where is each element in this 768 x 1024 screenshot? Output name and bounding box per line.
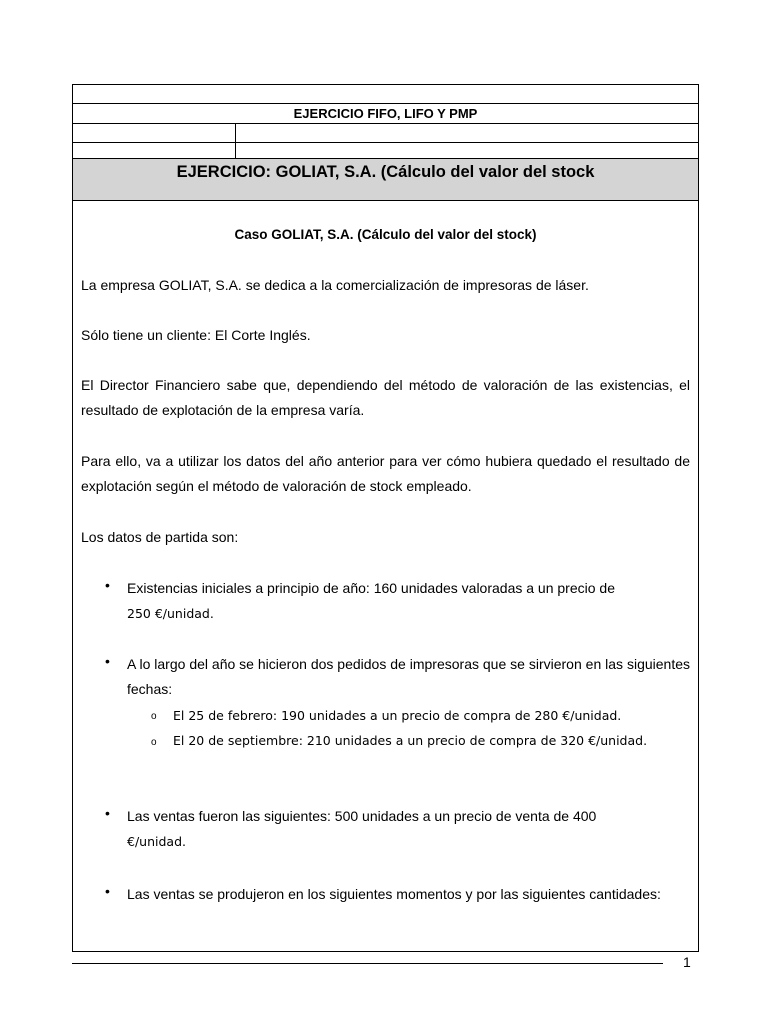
document-frame xyxy=(72,84,699,952)
list-item: Las ventas se produjeron en los siguientes momentos y por las siguientes cantidades: xyxy=(127,886,661,902)
sub-list-item: El 20 de septiembre: 210 unidades a un precio de compra de 320 €/unidad. xyxy=(173,733,648,748)
paragraph: La empresa GOLIAT, S.A. se dedica a la comercialización de impresoras de láser. xyxy=(81,277,589,293)
paragraph: Para ello, va a utilizar los datos del año anterior para ver cómo hubiera quedado el resultado de explotación según el método de valoración de stock empleado. xyxy=(81,453,690,494)
paragraph: Sólo tiene un cliente: El Corte Inglés. xyxy=(81,327,311,343)
list-item xyxy=(127,576,690,626)
exercise-heading: EJERCICIO: GOLIAT, S.A. (Cálculo del valor del stock xyxy=(73,159,698,201)
sub-list-item: El 25 de febrero: 190 unidades a un precio de compra de 280 €/unidad. xyxy=(173,708,622,723)
cell-divider xyxy=(235,124,236,159)
sub-bullet-icon: o xyxy=(151,737,157,748)
bullet-icon: • xyxy=(105,577,110,593)
bullet-icon: • xyxy=(105,805,110,821)
bullet-icon: • xyxy=(105,653,110,669)
list-item: A lo largo del año se hicieron dos pedidos de impresoras que se sirvieron en las siguientes fechas: xyxy=(127,656,690,697)
list-item-text: €/unidad. xyxy=(127,834,186,849)
paragraph: El Director Financiero sabe que, dependiendo del método de valoración de las existencias, el resultado de explotación de la empresa varía. xyxy=(81,377,690,418)
list-item xyxy=(127,804,690,854)
sub-bullet-icon: o xyxy=(151,711,157,722)
document-title: EJERCICIO FIFO, LIFO Y PMP xyxy=(73,103,698,124)
list-item-text: Existencias iniciales a principio de año: 160 unidades valoradas a un precio de xyxy=(127,580,615,596)
blank-row xyxy=(73,124,698,143)
page-number: 1 xyxy=(683,954,691,970)
paragraph: Los datos de partida son: xyxy=(81,529,239,545)
bullet-icon: • xyxy=(105,883,110,899)
footer-divider xyxy=(72,963,663,964)
list-item-text: Las ventas fueron las siguientes: 500 unidades a un precio de venta de 400 xyxy=(127,808,597,824)
case-subtitle: Caso GOLIAT, S.A. (Cálculo del valor del stock) xyxy=(234,227,537,242)
list-item-text: 250 €/unidad. xyxy=(127,606,214,621)
blank-row xyxy=(73,143,698,159)
